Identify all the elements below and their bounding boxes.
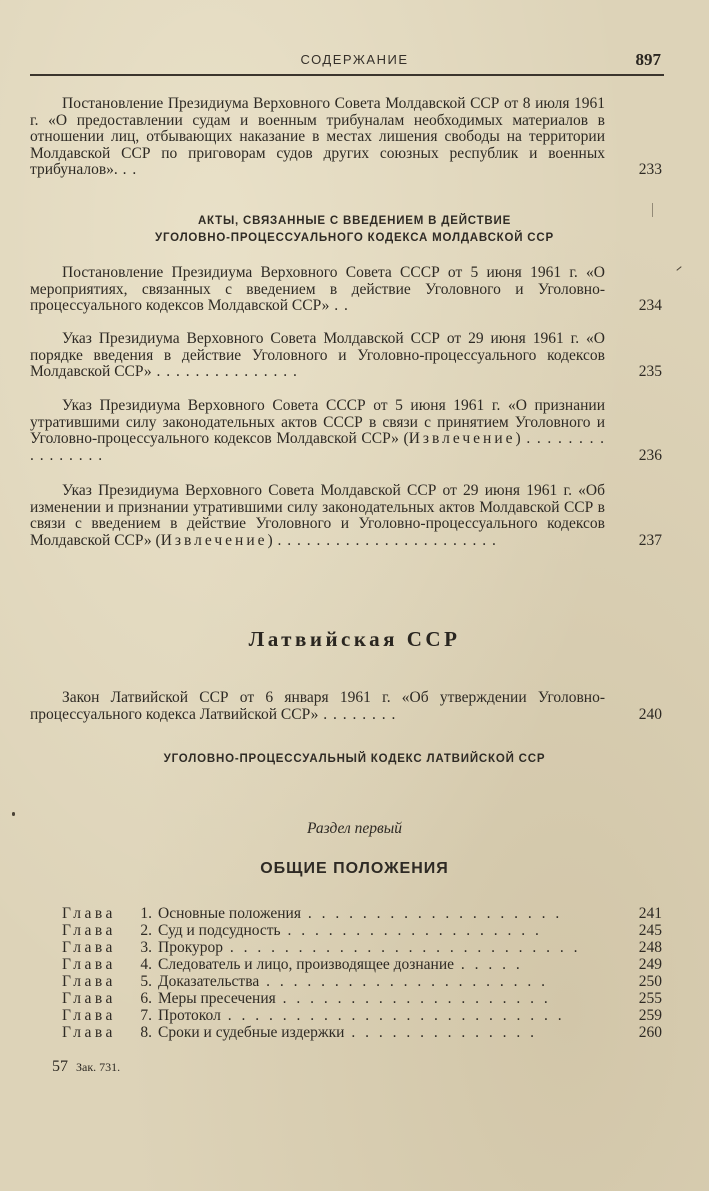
- toc-entry-237: [30, 483, 662, 549]
- toc-entry-page: 234: [638, 297, 662, 314]
- toc-entry-text: [30, 483, 605, 549]
- toc-entry-text: [30, 265, 605, 315]
- chapter-page: 241: [638, 905, 662, 922]
- toc-entry-233: [30, 96, 662, 179]
- toc-entry-page: 240: [638, 705, 662, 723]
- entry-title: Закон Латвийской ССР от 6 января 1961 г. «Об утверждении Уголовно-процессуального кодекса Латвийской ССР»: [30, 689, 605, 723]
- chapter-row: [62, 905, 662, 922]
- chapter-title: [158, 973, 602, 990]
- chapter-word: Глава: [62, 1007, 116, 1024]
- chapter-title-text: Меры пресечения: [158, 990, 276, 1007]
- chapter-title: [158, 990, 602, 1007]
- signature-number: 57: [52, 1058, 68, 1075]
- toc-entry-235: [30, 331, 662, 381]
- toc-entry-page: 237: [638, 531, 662, 549]
- chapter-page: 255: [638, 990, 662, 1007]
- dot-leader: . . . . . . . . . . . . . . . . . . .: [280, 922, 542, 939]
- dot-leader: . .: [329, 297, 349, 314]
- chapter-number: 3.: [140, 939, 152, 956]
- chapter-title: [158, 922, 602, 939]
- toc-entry-page: 233: [638, 161, 662, 178]
- extract-note: Извлечение: [160, 531, 268, 549]
- chapter-word: Глава: [62, 990, 116, 1007]
- chapter-row: [62, 922, 662, 939]
- page-number: 897: [635, 50, 661, 69]
- running-head-title: СОДЕРЖАНИЕ: [300, 52, 409, 67]
- dot-leader: . . . . . . . .: [318, 705, 397, 723]
- chapter-word: Глава: [62, 1024, 116, 1041]
- part-label: Раздел первый: [307, 820, 402, 837]
- printer-signature: [52, 1058, 120, 1076]
- chapter-title-text: Суд и подсудность: [158, 922, 281, 939]
- chapter-page: 248: [638, 939, 662, 956]
- chapter-number: 5.: [140, 973, 152, 990]
- chapter-title-text: Прокурор: [158, 939, 224, 956]
- chapter-number: 7.: [140, 1007, 152, 1024]
- scan-speck: [12, 812, 15, 816]
- chapter-page: 260: [638, 1024, 662, 1041]
- toc-entry-236: [30, 398, 662, 464]
- chapter-number: 4.: [140, 956, 152, 973]
- entry-title: Указ Президиума Верховного Совета Молдавской ССР от 29 июня 1961 г. «О порядке введения в действие Уголовного и Уголовно-процессуального кодексов Молдавской ССР»: [30, 330, 605, 380]
- toc-entry-text: [30, 690, 605, 723]
- chapter-word: Глава: [62, 956, 116, 973]
- toc-entry-234: [30, 265, 662, 315]
- chapter-title-text: Доказательства: [158, 973, 260, 990]
- entry-title-tail: ): [515, 430, 521, 447]
- chapter-title: [158, 1024, 602, 1041]
- section-heading-line: АКТЫ, СВЯЗАННЫЕ С ВВЕДЕНИЕМ В ДЕЙСТВИЕ: [197, 215, 512, 227]
- chapter-title-text: Протокол: [158, 1007, 221, 1024]
- chapter-title-text: Основные положения: [158, 905, 301, 922]
- dot-leader: . . . . . . . . . . . . . . . . . . . . .: [259, 973, 548, 990]
- chapter-number: 2.: [140, 922, 152, 939]
- dot-leader: . . . . . . . . . . . . . . . . . . . . . . . . . .: [223, 939, 581, 956]
- toc-entry-240: [30, 690, 662, 723]
- scan-speck: [676, 266, 681, 271]
- chapter-title-text: Сроки и судебные издержки: [158, 1024, 345, 1041]
- chapter-row: [62, 1024, 662, 1041]
- chapter-row: [62, 956, 662, 973]
- dot-leader: . . . . . . . . . . . . . . . .: [30, 430, 605, 464]
- dot-leader: . . . . .: [454, 956, 523, 973]
- chapter-title: [158, 956, 602, 973]
- part-title: ОБЩИЕ ПОЛОЖЕНИЯ: [260, 860, 449, 877]
- chapter-page: 259: [638, 1007, 662, 1024]
- chapter-number: 6.: [140, 990, 152, 1007]
- scan-speck: [652, 203, 653, 217]
- chapter-page: 245: [638, 922, 662, 939]
- chapter-title: [158, 1007, 602, 1024]
- code-heading: УГОЛОВНО-ПРОЦЕССУАЛЬНЫЙ КОДЕКС ЛАТВИЙСКОЙ ССР: [163, 753, 546, 765]
- chapter-title: [158, 905, 602, 922]
- order-number: Зак. 731.: [76, 1060, 121, 1074]
- section-heading-acts: [0, 213, 709, 247]
- entry-title: Указ Президиума Верховного Совета Молдавской ССР от 29 июня 1961 г. «Об изменении и признании утратившими силу законодательных актов Молдавской ССР в связи с введением в действие Уголовного и Уголовно-процессуального кодексов Молдавской ССР» (: [30, 482, 605, 549]
- chapter-word: Глава: [62, 905, 116, 922]
- chapter-word: Глава: [62, 973, 116, 990]
- chapter-title: [158, 939, 602, 956]
- chapter-word: Глава: [62, 939, 116, 956]
- toc-entry-text: [30, 96, 605, 179]
- header-rule: [30, 74, 664, 76]
- toc-entry-text: [30, 331, 605, 381]
- dot-leader: . . . . . . . . . . . . . . . . . . . .: [275, 990, 551, 1007]
- dot-leader: . . . . . . . . . . . . . . . . . . . . . . .: [272, 531, 497, 549]
- chapter-row: [62, 973, 662, 990]
- chapter-number: 8.: [140, 1024, 152, 1041]
- toc-entry-page: 235: [638, 363, 662, 380]
- chapter-title-text: Следователь и лицо, производящее дознание: [158, 956, 455, 973]
- toc-entry-text: [30, 398, 605, 464]
- dot-leader: . . . . . . . . . . . . . .: [344, 1024, 537, 1041]
- republic-heading: Латвийская ССР: [248, 627, 461, 651]
- entry-title-tail: ): [267, 531, 273, 549]
- entry-title: Постановление Президиума Верховного Совета СССР от 5 июня 1961 г. «О мероприятиях, связанных с введением в действие Уголовного и Уголовно-процессуального кодексов Молдавской ССР»: [30, 264, 605, 314]
- dot-leader: . . . . . . . . . . . . . . . . . . .: [300, 905, 563, 922]
- entry-title: Постановление Президиума Верховного Совета Молдавской ССР от 8 июля 1961 г. «О предоставлении судам и военным трибуналам необходимых материалов в отношении лиц, отбывающих наказание в местах лишения свободы на территории Молдавской ССР по приговорам судов других союзных республик и военных трибуналов».: [30, 95, 605, 178]
- dot-leader: . .: [117, 161, 138, 178]
- running-head: [0, 52, 709, 72]
- entry-title: Указ Президиума Верховного Совета СССР от 5 июня 1961 г. «О признании утратившими силу законодательных актов СССР в связи с принятием Уголовного и Уголовно-процессуального кодексов Молдавской ССР» (: [30, 397, 605, 447]
- chapter-page: 249: [638, 956, 662, 973]
- extract-note: Извлечение: [408, 430, 516, 447]
- section-heading-line: УГОЛОВНО-ПРОЦЕССУАЛЬНОГО КОДЕКСА МОЛДАВСКОЙ ССР: [154, 232, 554, 244]
- chapter-number: 1.: [140, 905, 152, 922]
- toc-entry-page: 236: [638, 446, 662, 464]
- dot-leader: . . . . . . . . . . . . . . . . . . . . . . . . .: [220, 1007, 565, 1024]
- chapter-word: Глава: [62, 922, 116, 939]
- chapter-row: [62, 990, 662, 1007]
- chapter-row: [62, 939, 662, 956]
- chapter-page: 250: [638, 973, 662, 990]
- dot-leader: . . . . . . . . . . . . . . .: [151, 363, 298, 380]
- chapter-row: [62, 1007, 662, 1024]
- chapter-list: [62, 905, 662, 1041]
